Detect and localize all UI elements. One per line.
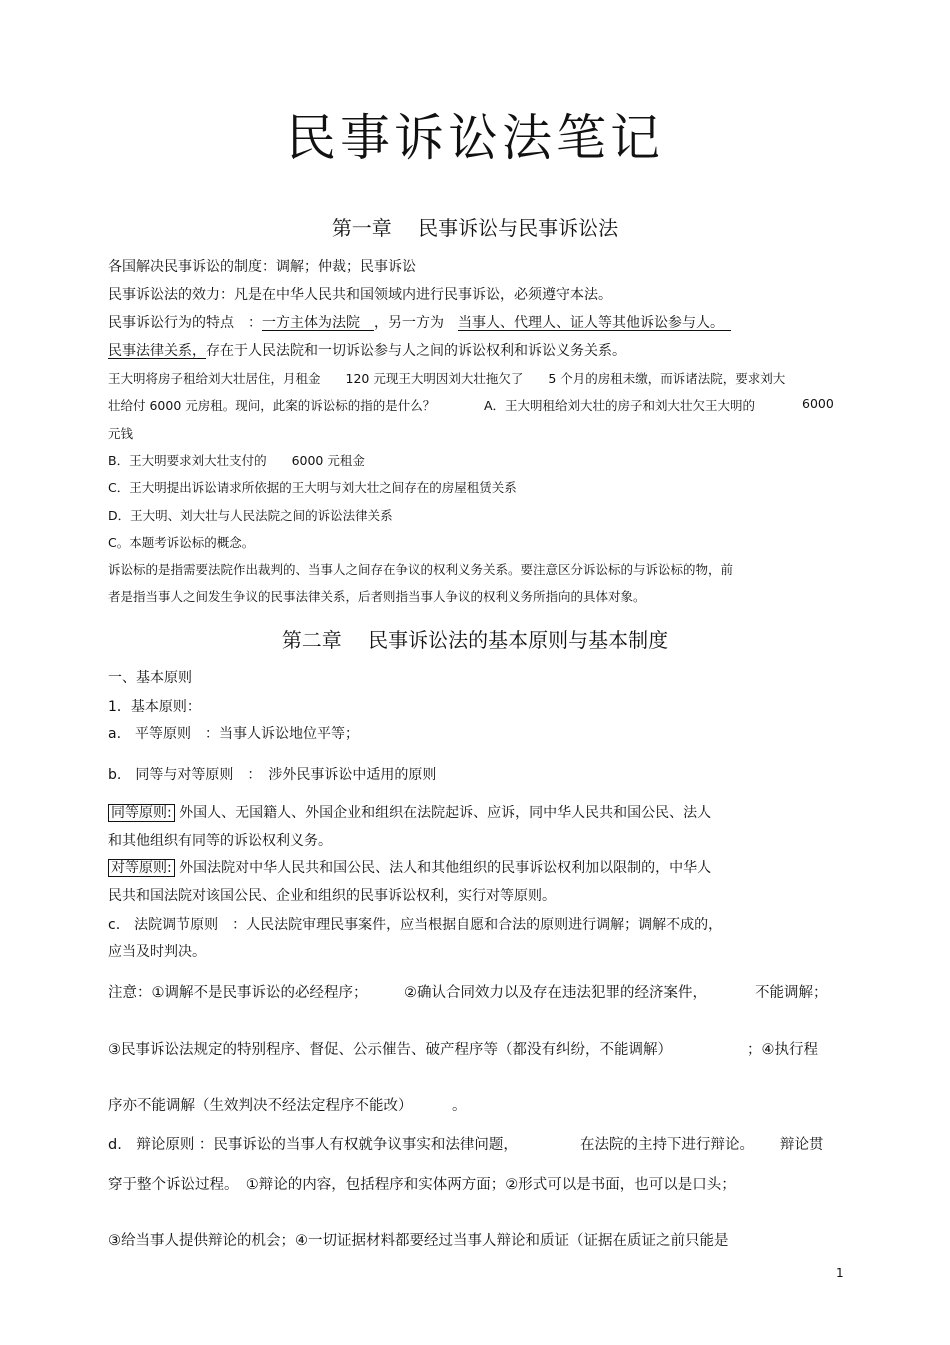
tongdeng-label-box: 同等原则:: [108, 804, 175, 822]
duideng-label-box: 对等原则:: [108, 859, 175, 877]
document-title: 民事诉讼法笔记: [286, 109, 664, 167]
ch2-note-line2a: ③民事诉讼法规定的特别程序、督促、公示催告、破产程序等（都没有纠纷，不能调解）: [108, 1042, 672, 1058]
ch2-principle-b: b. 同等与对等原则 ： 涉外民事诉讼中适用的原则: [108, 767, 437, 783]
ch2-principle-d-line1b: 在法院的主持下进行辩论。: [580, 1137, 754, 1153]
ch1-option-a-end: 元钱: [108, 426, 134, 441]
ch1-option-b: B．王大明要求刘大壮支付的 6000 元租金: [108, 453, 365, 468]
ch2-principle-d-line2: 穿于整个诉讼过程。 ①辩论的内容，包括程序和实体两方面；②形式可以是书面，也可以是口头；: [108, 1177, 736, 1193]
ch1-question-line2: 壮给付 6000 元房租。现问，此案的诉讼标的指的是什么？: [108, 398, 436, 413]
ch1-line3-court: 一方主体为法院: [262, 315, 374, 331]
ch1-explanation-line2: 者是指当事人之间发生争议的民事法律关系，后者则指当事人争议的权利义务所指向的具体对象。: [108, 589, 646, 604]
ch2-tongdeng-line1: [108, 802, 711, 822]
ch1-option-d: D．王大明、刘大壮与人民法院之间的诉讼法律关系: [108, 508, 393, 523]
ch2-note-line2b: ；④执行程: [747, 1042, 818, 1058]
tongdeng-text: 外国人、无国籍人、外国企业和组织在法院起诉、应诉，同中华人民共和国公民、法人: [179, 805, 712, 821]
ch2-note-line3b: 。: [452, 1098, 467, 1114]
ch2-note-line1a: 注意：①调解不是民事诉讼的必经程序；: [108, 985, 368, 1001]
ch2-principle-c-line1: c. 法院调节原则 ：人民法院审理民事案件，应当根据自愿和合法的原则进行调解；调解不成的，: [108, 917, 723, 933]
ch2-note-line1c: 不能调解；: [755, 985, 828, 1001]
ch1-line1: 各国解决民事诉讼的制度：调解；仲裁；民事诉讼: [108, 259, 416, 275]
chapter2-heading: 第二章 民事诉讼法的基本原则与基本制度: [281, 628, 669, 652]
ch2-section1: 一、基本原则: [108, 670, 192, 686]
ch1-line3-mid: ，另一方为: [374, 315, 444, 331]
ch1-line4: [108, 340, 626, 360]
chapter1-heading: 第一章 民事诉讼与民事诉讼法: [331, 216, 619, 240]
ch2-subsection1: 1．基本原则：: [108, 699, 201, 715]
ch1-option-c: C．王大明提出诉讼请求所依据的王大明与刘大壮之间存在的房屋租赁关系: [108, 480, 517, 495]
ch2-principle-c-line2: 应当及时判决。: [108, 944, 206, 960]
page-number: 1: [836, 1266, 844, 1280]
ch1-line3: [108, 312, 731, 332]
ch1-line4-text: 存在于人民法院和一切诉讼参与人之间的诉讼权利和诉讼义务关系。: [206, 343, 626, 359]
ch1-explanation-line1: 诉讼标的是指需要法院作出裁判的、当事人之间存在争议的权利义务关系。要注意区分诉讼标的与诉讼标的物，前: [108, 562, 734, 577]
ch1-option-a: A．王大明租给刘大壮的房子和刘大壮欠王大明的: [484, 398, 756, 413]
ch2-principle-d-line1c: 辩论贯: [780, 1137, 824, 1153]
ch1-question-line1: 王大明将房子租给刘大壮居住，月租金 120 元现王大明因刘大壮拖欠了 5 个月的房租未缴，而诉诸法院，要求刘大: [108, 371, 786, 386]
ch1-answer: C。本题考诉讼标的概念。: [108, 535, 255, 550]
ch2-principle-a: a. 平等原则 ：当事人诉讼地位平等；: [108, 726, 360, 742]
ch1-line3-label: 民事诉讼行为的特点 ：: [108, 315, 262, 331]
ch2-note-line1b: ②确认合同效力以及存在违法犯罪的经济案件，: [404, 985, 707, 1001]
duideng-text: 外国法院对中华人民共和国公民、法人和其他组织的民事诉讼权利加以限制的，中华人: [179, 860, 712, 876]
ch2-principle-d-line1a: d. 辩论原则 ：民事诉讼的当事人有权就争议事实和法律问题，: [108, 1137, 518, 1153]
ch2-note-line3a: 序亦不能调解（生效判决不经法定程序不能改）: [108, 1098, 413, 1114]
ch1-line3-participants: 当事人、代理人、证人等其他诉讼参与人。: [458, 315, 731, 331]
ch2-tongdeng-line2: 和其他组织有同等的诉讼权利义务。: [108, 833, 332, 849]
ch1-option-a-amount: 6000: [802, 396, 834, 411]
ch1-line2: 民事诉讼法的效力：凡是在中华人民共和国领域内进行民事诉讼，必须遵守本法。: [108, 287, 612, 303]
ch2-duideng-line1: [108, 857, 711, 877]
ch2-principle-d-line3: ③给当事人提供辩论的机会；④一切证据材料都要经过当事人辩论和质证（证据在质证之前只能是: [108, 1233, 729, 1249]
ch2-duideng-line2: 民共和国法院对该国公民、企业和组织的民事诉讼权利，实行对等原则。: [108, 888, 556, 904]
ch1-line4-term: 民事法律关系，: [108, 343, 206, 359]
